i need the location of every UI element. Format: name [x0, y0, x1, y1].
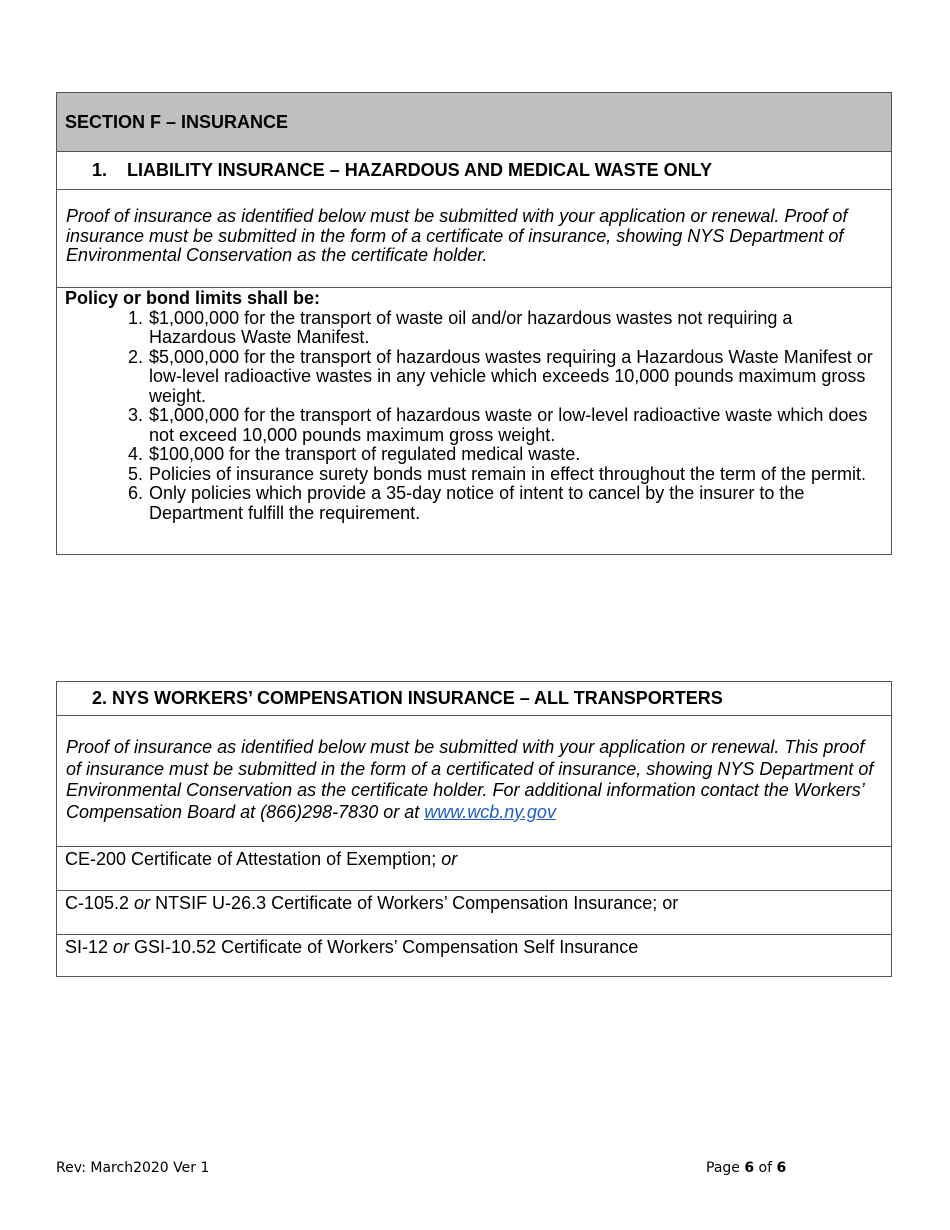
page-number: [706, 1160, 786, 1176]
workers-comp-table: [56, 681, 892, 977]
cert-text: CE-200 Certificate of Attestation of Exemption;: [65, 849, 442, 869]
liability-number: 1.: [92, 160, 108, 180]
workers-comp-title: 2. NYS WORKERS’ COMPENSATION INSURANCE – ALL TRANSPORTERS: [92, 688, 723, 708]
or-text: or: [134, 893, 151, 913]
limit-item: 4. $100,000 for the transport of regulated medical waste.: [148, 445, 883, 465]
limit-item: 2. $5,000,000 for the transport of hazardous wastes requiring a Hazardous Waste Manifest or low-level radioactive wastes in any vehicle which exceeds 10,000 pounds maximum gross weight.: [148, 348, 883, 407]
limits-list: [65, 309, 883, 524]
wcb-link[interactable]: www.wcb.ny.gov: [424, 801, 556, 822]
page-total: 6: [776, 1160, 787, 1176]
liability-heading: [57, 151, 891, 189]
cert-text: C-105.2: [65, 893, 135, 913]
cert-text: SI-12: [65, 937, 114, 957]
page-current: 6: [744, 1160, 755, 1176]
cert-option-ce200: [57, 846, 891, 890]
page-of: of: [754, 1160, 777, 1176]
section-title: SECTION F – INSURANCE: [57, 93, 891, 151]
or-text: or: [441, 849, 458, 869]
policy-limits: [57, 287, 891, 523]
limit-item: 6. Only policies which provide a 35-day notice of intent to cancel by the insurer to the Department fulfill the requirement.: [148, 484, 883, 523]
limit-item: 5. Policies of insurance surety bonds must remain in effect throughout the term of the permit.: [148, 465, 883, 485]
liability-title: LIABILITY INSURANCE – HAZARDOUS AND MEDICAL WASTE ONLY: [127, 160, 713, 180]
limit-item: 1. $1,000,000 for the transport of waste oil and/or hazardous wastes not requiring a Hazardous Waste Manifest.: [148, 309, 883, 348]
limit-item: 3. $1,000,000 for the transport of hazardous waste or low-level radioactive waste which does not exceed 10,000 pounds maximum gross weight.: [148, 406, 883, 445]
limits-title: Policy or bond limits shall be:: [65, 288, 321, 308]
page-label: Page: [706, 1160, 745, 1176]
workers-comp-intro: [57, 715, 891, 846]
revision-label: Rev: March2020 Ver 1: [56, 1160, 210, 1176]
cert-text: NTSIF U-26.3 Certificate of Workers’ Compensation Insurance; or: [150, 893, 679, 913]
cert-option-si12: [57, 934, 891, 977]
cert-text: GSI-10.52 Certificate of Workers’ Compensation Self Insurance: [129, 937, 639, 957]
liability-insurance-table: [56, 92, 892, 555]
or-text: or: [113, 937, 130, 957]
workers-comp-intro-text: Proof of insurance as identified below must be submitted with your application or renewal. This proof of insurance must be submitted in the form of a certificated of insurance, showing NYS Department of Environmental Conservation as the certificate holder. For additional information contact the Workers’ Compensation Board at (866)298-7830 or at: [66, 737, 874, 822]
liability-intro: Proof of insurance as identified below must be submitted with your application or renewal. Proof of insurance must be submitted in the form of a certificate of insurance, showing NYS Department of Environmental Conservation as the certificate holder.: [57, 189, 891, 287]
cert-option-c105: [57, 890, 891, 934]
